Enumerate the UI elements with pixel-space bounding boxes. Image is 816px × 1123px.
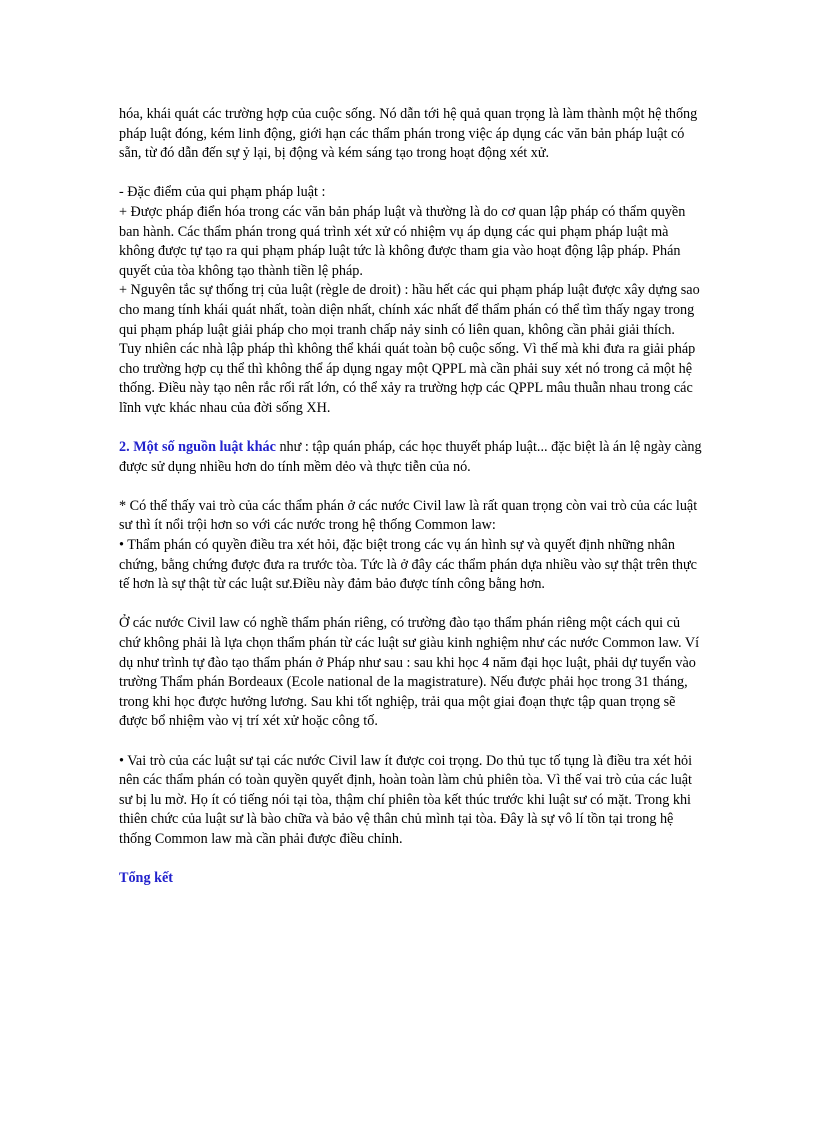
- spacer: [119, 477, 704, 497]
- features-item-rule-of-law: + Nguyên tắc sự thống trị của luật (règle de droit) : hầu hết các qui phạm pháp luật được xây dựng sao cho mang tính khái quát nhất, toàn diện nhất, chính xác nhất để thẩm phán có thể tìm thấy ngay trong qui phạm pháp luật giải pháp cho mọi tranh chấp nảy sinh có liên quan, không cần phải giải thích.: [119, 282, 700, 338]
- spacer: [119, 732, 704, 752]
- spacer: [119, 419, 704, 439]
- features-item-limitation: Tuy nhiên các nhà lập pháp thì không thể khái quát toàn bộ cuộc sống. Vì thế mà khi đưa ra giải pháp cho trường hợp cụ thể thì không thể áp dụng ngay một QPPL mà cần phải suy xét nó trong cả một hệ thống. Điều này tạo nên rắc rối rất lớn, có thể xảy ra trường hợp các QPPL mâu thuẫn nhau trong các lĩnh vực khác nhau của đời sống XH.: [119, 341, 696, 416]
- roles-judges: • Thẩm phán có quyền điều tra xét hỏi, đặc biệt trong các vụ án hình sự và quyết định những nhân chứng, bằng chứng được đưa ra trước tòa. Tức là ở đây các thẩm phán dựa nhiều vào sự thật trên thực tế hơn là sự thật từ các luật sư.Điều này đảm bảo được tính công bằng hơn.: [119, 537, 697, 593]
- summary-heading: Tổng kết: [119, 870, 173, 887]
- features-title: - Đặc điểm của qui phạm pháp luật :: [119, 184, 326, 201]
- section-other-sources: [119, 438, 704, 477]
- paragraph-judge-training: Ở các nước Civil law có nghề thẩm phán riêng, có trường đào tạo thẩm phán riêng một cách qui củ chứ không phải là lựa chọn thẩm phán từ các luật sư giàu kinh nghiệm như các nước Common law. Ví dụ như trình tự đào tạo thẩm phán ở Pháp như sau : sau khi học 4 năm đại học luật, phải dự tuyển vào trường Thẩm phán Bordeaux (Ecole national de la magistrature). Nếu được phải học trong 31 tháng, trong khi học được hưởng lương. Sau khi tốt nghiệp, trải qua một giai đoạn thực tập quan trọng sẽ được bổ nhiệm vào vị trí xét xử hoặc công tố.: [119, 615, 700, 730]
- section-heading-other-sources: 2. Một số nguồn luật khác: [119, 439, 276, 456]
- spacer: [119, 595, 704, 615]
- roles-intro: * Có thể thấy vai trò của các thẩm phán ở các nước Civil law là rất quan trọng còn vai trò của các luật sư thì ít nổi trội hơn so với các nước trong hệ thống Common law:: [119, 497, 698, 534]
- paragraph-lawyer-role: • Vai trò của các luật sư tại các nước Civil law ít được coi trọng. Do thủ tục tố tụng là điều tra xét hỏi nên các thẩm phán có toàn quyền quyết định, hoàn toàn làm chủ phiên tòa. Vì thế vai trò của các luật sư bị lu mờ. Họ ít có tiếng nói tại tòa, thậm chí phiên tòa kết thúc trước khi luật sư có mặt. Trong khi thiên chức của luật sư là bào chữa và bảo vệ thân chủ mình tại tòa. Đây là sự vô lí tồn tại trong hệ thống Common law mà cần phải được điều chỉnh.: [119, 752, 693, 847]
- features-item-codified: + Được pháp điển hóa trong các văn bản pháp luật và thường là do cơ quan lập pháp có thẩm quyền ban hành. Các thẩm phán trong quá trình xét xử có nhiệm vụ áp dụng các qui phạm pháp luật mà không được tự tạo ra qui phạm pháp luật tức là không được tham gia vào hoạt động lập pháp. Phán quyết của tòa không tạo thành tiền lệ pháp.: [119, 203, 686, 279]
- spacer: [119, 850, 704, 870]
- document-page: [119, 105, 704, 889]
- paragraph-codification-consequence: hóa, khái quát các trường hợp của cuộc sống. Nó dẫn tới hệ quả quan trọng là làm thành một hệ thống pháp luật đóng, kém linh động, giới hạn các thẩm phán trong việc áp dụng các văn bản pháp luật có sẵn, từ đó dẫn đến sự ỷ lại, bị động và kém sáng tạo trong hoạt động xét xử.: [119, 106, 698, 162]
- section-text-other-sources: như : tập quán pháp, các học thuyết pháp luật... đặc biệt là án lệ ngày càng được sử dụng nhiều hơn do tính mềm dẻo và thực tiễn của nó.: [119, 439, 702, 475]
- spacer: [119, 164, 704, 184]
